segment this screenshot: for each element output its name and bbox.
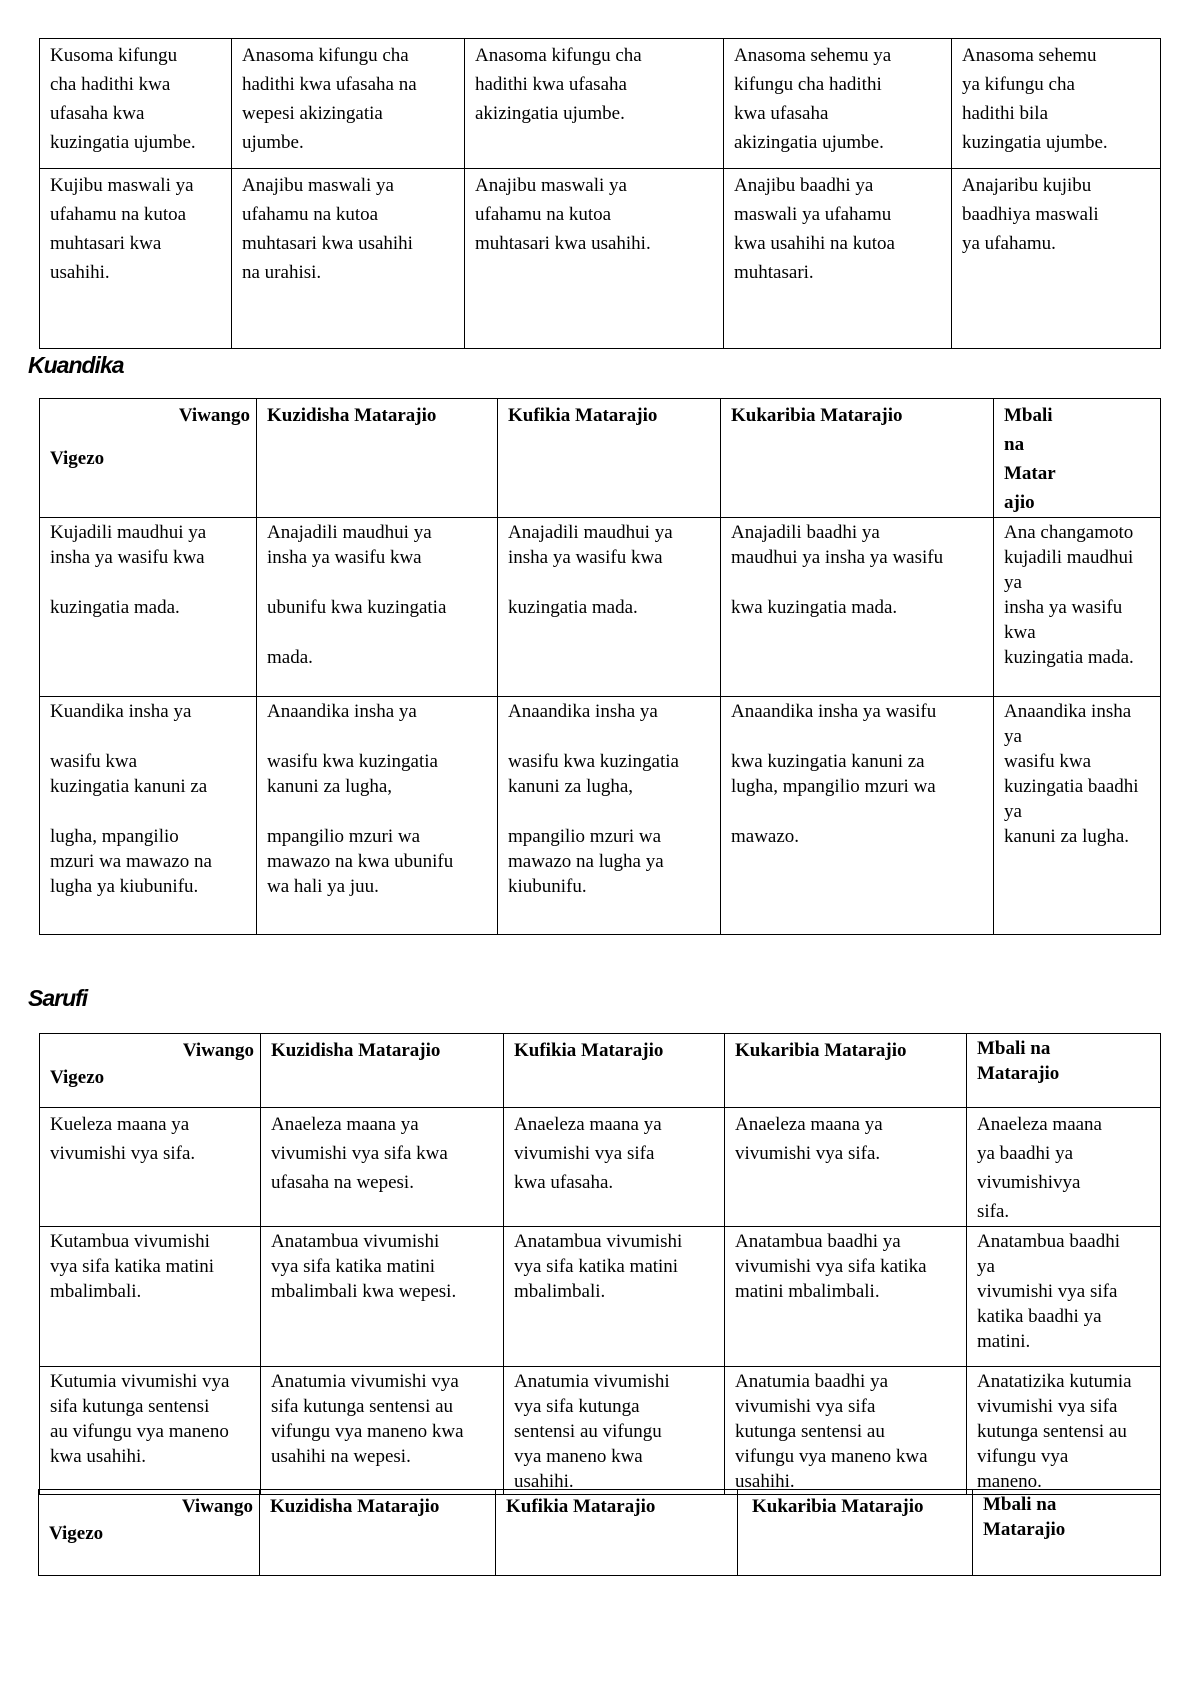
table-row: [40, 169, 1161, 349]
table-cell: Anatambua baadhi ya vivumishi vya sifa katika baadhi ya matini.: [967, 1227, 1161, 1367]
table-row: [40, 1367, 1161, 1495]
kuandika-table: [39, 398, 1161, 935]
header-row: [39, 1490, 1161, 1576]
criterion-cell: Kujibu maswali ya ufahamu na kutoa muhtasari kwa usahihi.: [40, 169, 232, 349]
table-cell: Anatambua vivumishi vya sifa katika matini mbalimbali kwa wepesi.: [261, 1227, 504, 1367]
vigezo-label: Vigezo: [50, 448, 105, 469]
table-cell: Anatumia vivumishi vya sifa kutunga sentensi au vifungu vya maneno kwa usahihi na wepesi.: [261, 1367, 504, 1495]
header-cell: Kuzidisha Matarajio: [261, 1034, 504, 1108]
table-cell: Anatambua vivumishi vya sifa katika matini mbalimbali.: [504, 1227, 725, 1367]
table-row: [40, 518, 1161, 697]
vigezo-label: Vigezo: [49, 1523, 104, 1544]
vigezo-label: Vigezo: [50, 1067, 105, 1088]
criterion-cell: Kueleza maana ya vivumishi vya sifa.: [40, 1108, 261, 1227]
viwango-label: Viwango: [182, 1040, 254, 1061]
table-cell: Anaeleza maana ya vivumishi vya sifa kwa ufasaha na wepesi.: [261, 1108, 504, 1227]
header-cell: Kufikia Matarajio: [504, 1034, 725, 1108]
section-heading-sarufi: Sarufi: [28, 985, 88, 1011]
table-cell: Anajadili maudhui ya insha ya wasifu kwa kuzingatia mada.: [498, 518, 721, 697]
sarufi-table: [39, 1033, 1161, 1495]
table-cell: Anajibu baadhi ya maswali ya ufahamu kwa usahihi na kutoa muhtasari.: [724, 169, 952, 349]
table-cell: Anasoma kifungu cha hadithi kwa ufasaha akizingatia ujumbe.: [465, 39, 724, 169]
header-cell: Mbali na Matarajio: [973, 1490, 1161, 1576]
table-cell: Anatambua baadhi ya vivumishi vya sifa katika matini mbalimbali.: [725, 1227, 967, 1367]
viwango-label: Viwango: [178, 405, 250, 426]
section-heading-kuandika: Kuandika: [28, 352, 124, 378]
table-row: [40, 697, 1161, 935]
table-row: [40, 1227, 1161, 1367]
table-row: [40, 1108, 1161, 1227]
criterion-cell: Kutumia vivumishi vya sifa kutunga sentensi au vifungu vya maneno kwa usahihi.: [40, 1367, 261, 1495]
table-cell: Anatatizika kutumia vivumishi vya sifa kutunga sentensi au vifungu vya maneno.: [967, 1367, 1161, 1495]
criterion-cell: Kujadili maudhui ya insha ya wasifu kwa kuzingatia mada.: [40, 518, 257, 697]
table-cell: Anajaribu kujibu baadhiya maswali ya ufahamu.: [952, 169, 1161, 349]
table-cell: Anaeleza maana ya vivumishi vya sifa.: [725, 1108, 967, 1227]
table-cell: Anasoma kifungu cha hadithi kwa ufasaha na wepesi akizingatia ujumbe.: [232, 39, 465, 169]
criterion-cell: Kutambua vivumishi vya sifa katika matini mbalimbali.: [40, 1227, 261, 1367]
header-row: [40, 1034, 1161, 1108]
header-cell-criteria: [40, 1034, 261, 1108]
header-row: [40, 399, 1161, 518]
table-cell: Anasoma sehemu ya kifungu cha hadithi bila kuzingatia ujumbe.: [952, 39, 1161, 169]
table-cell: Anasoma sehemu ya kifungu cha hadithi kwa ufasaha akizingatia ujumbe.: [724, 39, 952, 169]
header-cell: Mbali na Matar ajio: [994, 399, 1161, 518]
table-cell: Anatumia vivumishi vya sifa kutunga sentensi au vifungu vya maneno kwa usahihi.: [504, 1367, 725, 1495]
header-cell: Mbali na Matarajio: [967, 1034, 1161, 1108]
header-cell: Kukaribia Matarajio: [738, 1490, 973, 1576]
table-cell: Anajibu maswali ya ufahamu na kutoa muhtasari kwa usahihi na urahisi.: [232, 169, 465, 349]
table-cell: Anajadili baadhi ya maudhui ya insha ya wasifu kwa kuzingatia mada.: [721, 518, 994, 697]
table-cell: Anaandika insha ya wasifu kwa kuzingatia kanuni za lugha, mpangilio mzuri wa mawazo na lugha ya kiubunifu.: [498, 697, 721, 935]
next-table-header: [38, 1489, 1161, 1576]
table-cell: Anaeleza maana ya vivumishi vya sifa kwa ufasaha.: [504, 1108, 725, 1227]
table-cell: Anajadili maudhui ya insha ya wasifu kwa ubunifu kwa kuzingatia mada.: [257, 518, 498, 697]
table-cell: Anaeleza maana ya baadhi ya vivumishivya sifa.: [967, 1108, 1161, 1227]
kusoma-table: [39, 38, 1161, 349]
table-cell: Anaandika insha ya wasifu kwa kuzingatia baadhi ya kanuni za lugha.: [994, 697, 1161, 935]
criterion-cell: Kusoma kifungu cha hadithi kwa ufasaha kwa kuzingatia ujumbe.: [40, 39, 232, 169]
header-cell: Kuzidisha Matarajio: [257, 399, 498, 518]
header-cell: Kukaribia Matarajio: [721, 399, 994, 518]
header-cell-criteria: [39, 1490, 260, 1576]
header-cell-criteria: [40, 399, 257, 518]
table-cell: Anajibu maswali ya ufahamu na kutoa muhtasari kwa usahihi.: [465, 169, 724, 349]
header-cell: Kufikia Matarajio: [498, 399, 721, 518]
table-cell: Anaandika insha ya wasifu kwa kuzingatia kanuni za lugha, mpangilio mzuri wa mawazo.: [721, 697, 994, 935]
table-cell: Anaandika insha ya wasifu kwa kuzingatia kanuni za lugha, mpangilio mzuri wa mawazo na kwa ubunifu wa hali ya juu.: [257, 697, 498, 935]
viwango-label: Viwango: [181, 1496, 253, 1517]
table-cell: Anatumia baadhi ya vivumishi vya sifa kutunga sentensi au vifungu vya maneno kwa usahihi.: [725, 1367, 967, 1495]
header-cell: Kuzidisha Matarajio: [260, 1490, 496, 1576]
criterion-cell: Kuandika insha ya wasifu kwa kuzingatia kanuni za lugha, mpangilio mzuri wa mawazo na lugha ya kiubunifu.: [40, 697, 257, 935]
table-row: [40, 39, 1161, 169]
table-cell: Ana changamoto kujadili maudhui ya insha ya wasifu kwa kuzingatia mada.: [994, 518, 1161, 697]
header-cell: Kukaribia Matarajio: [725, 1034, 967, 1108]
header-cell: Kufikia Matarajio: [496, 1490, 738, 1576]
